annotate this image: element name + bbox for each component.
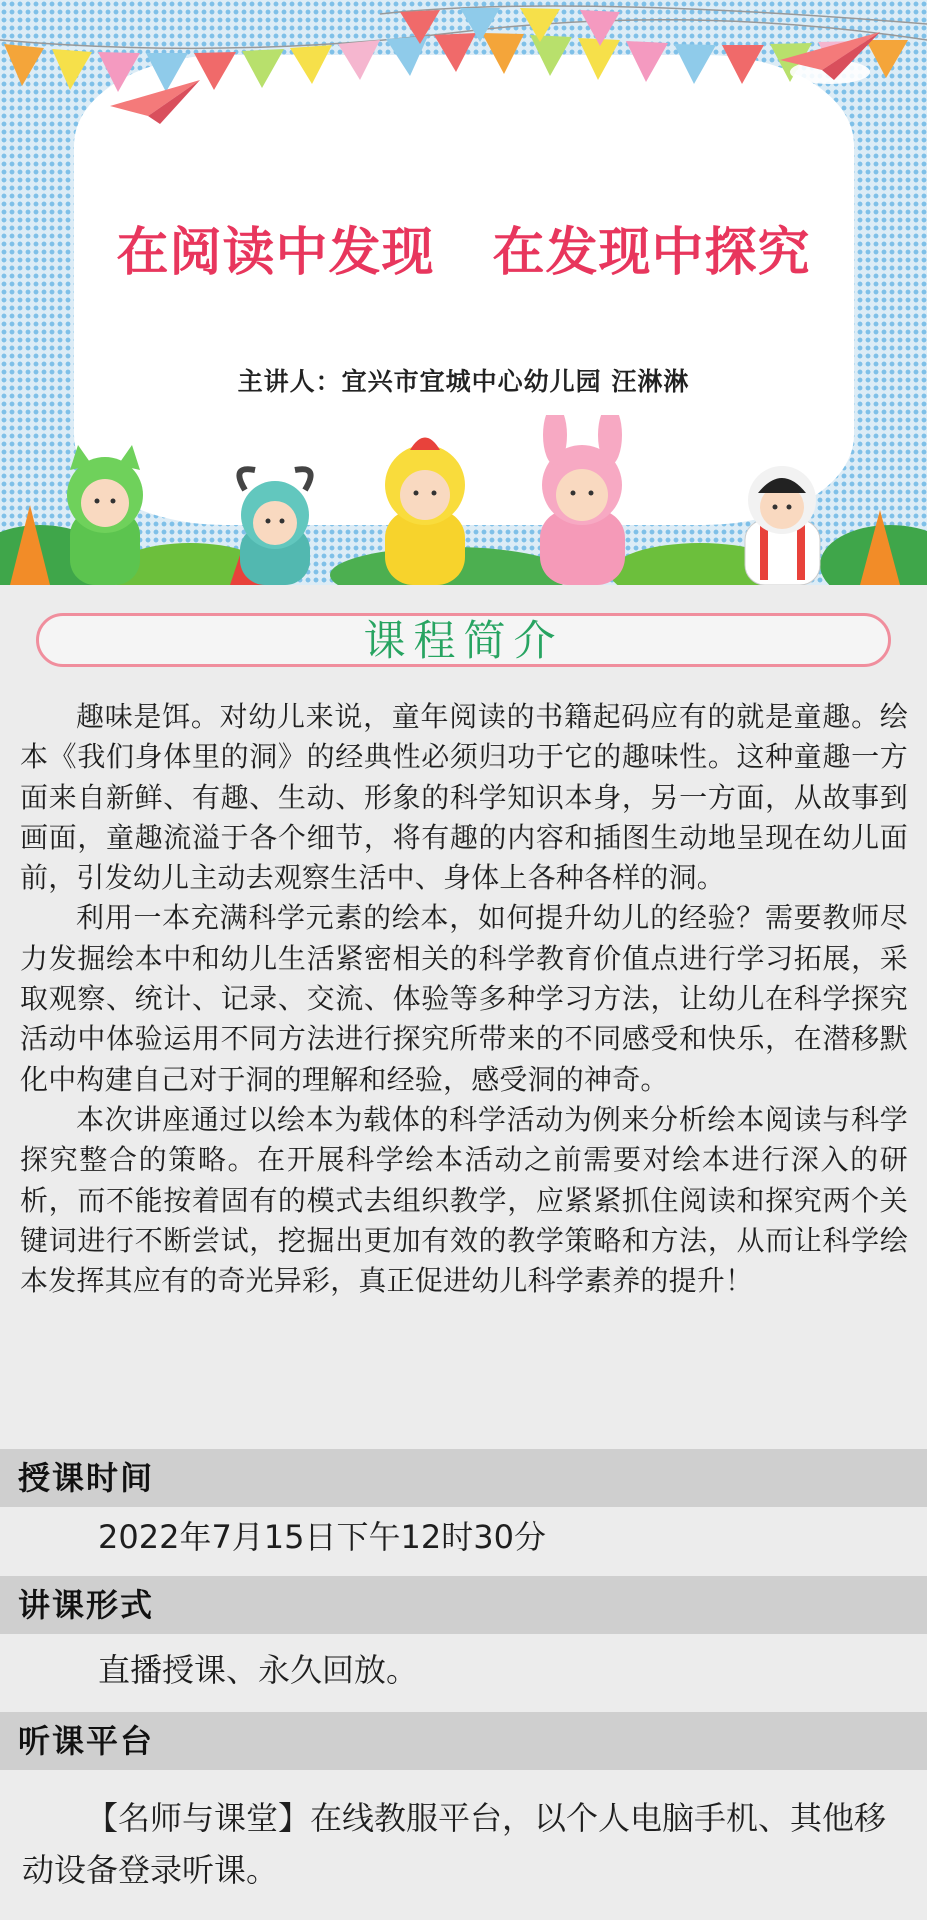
time-label: 授课时间 bbox=[18, 1459, 155, 1497]
time-value: 2022年7月15日下午12时30分 bbox=[98, 1518, 546, 1556]
section-heading-box bbox=[36, 613, 891, 667]
cartoon-children-illustration bbox=[0, 415, 927, 585]
speaker-line: 主讲人：宜兴市宜城中心幼儿园 汪淋淋 bbox=[237, 367, 690, 396]
section-heading: 课程简介 bbox=[363, 616, 564, 665]
title-part-1: 在阅读中发现 bbox=[116, 223, 435, 283]
intro-body bbox=[20, 697, 908, 1301]
format-value: 直播授课、永久回放。 bbox=[98, 1651, 419, 1689]
intro-paragraph: 趣味是饵。对幼儿来说，童年阅读的书籍起码应有的就是童趣。绘本《我们身体里的洞》的经典性必须归功于它的趣味性。这种童趣一方面来自新鲜、有趣、生动、形象的科学知识本身，另一方面，从故事到画面，童趣流溢于各个细节，将有趣的内容和插图生动地呈现在幼儿面前，引发幼儿主动去观察生活中、身体上各种各样的洞。 bbox=[20, 700, 908, 895]
banner bbox=[0, 0, 927, 585]
platform-label: 听课平台 bbox=[18, 1722, 155, 1760]
time-label-bar bbox=[0, 1449, 927, 1507]
intro-paragraph: 利用一本充满科学元素的绘本，如何提升幼儿的经验？需要教师尽力发掘绘本中和幼儿生活紧密相关的科学教育价值点进行学习拓展，采取观察、统计、记录、交流、体验等多种学习方法，让幼儿在科学探究活动中体验运用不同方法进行探究所带来的不同感受和快乐，在潜移默化中构建自己对于洞的理解和经验，感受洞的神奇。 bbox=[20, 901, 908, 1096]
intro-paragraph: 本次讲座通过以绘本为载体的科学活动为例来分析绘本阅读与科学探究整合的策略。在开展科学绘本活动之前需要对绘本进行深入的研析，而不能按着固有的模式去组织教学，应紧紧抓住阅读和探究两个关键词进行不断尝试，挖掘出更加有效的教学策略和方法，从而让科学绘本发挥其应有的奇光异彩，真正促进幼儿科学素养的提升！ bbox=[20, 1102, 908, 1298]
platform-value: 【名师与课堂】在线教服平台，以个人电脑手机、其他移动设备登录听课。 bbox=[22, 1799, 887, 1889]
format-label: 讲课形式 bbox=[18, 1586, 155, 1624]
format-label-bar bbox=[0, 1576, 927, 1634]
title-part-2: 在发现中探究 bbox=[492, 223, 811, 283]
page-title bbox=[0, 210, 927, 285]
paper-plane-icon bbox=[100, 72, 210, 132]
paper-plane-icon bbox=[770, 20, 890, 90]
platform-label-bar bbox=[0, 1712, 927, 1770]
